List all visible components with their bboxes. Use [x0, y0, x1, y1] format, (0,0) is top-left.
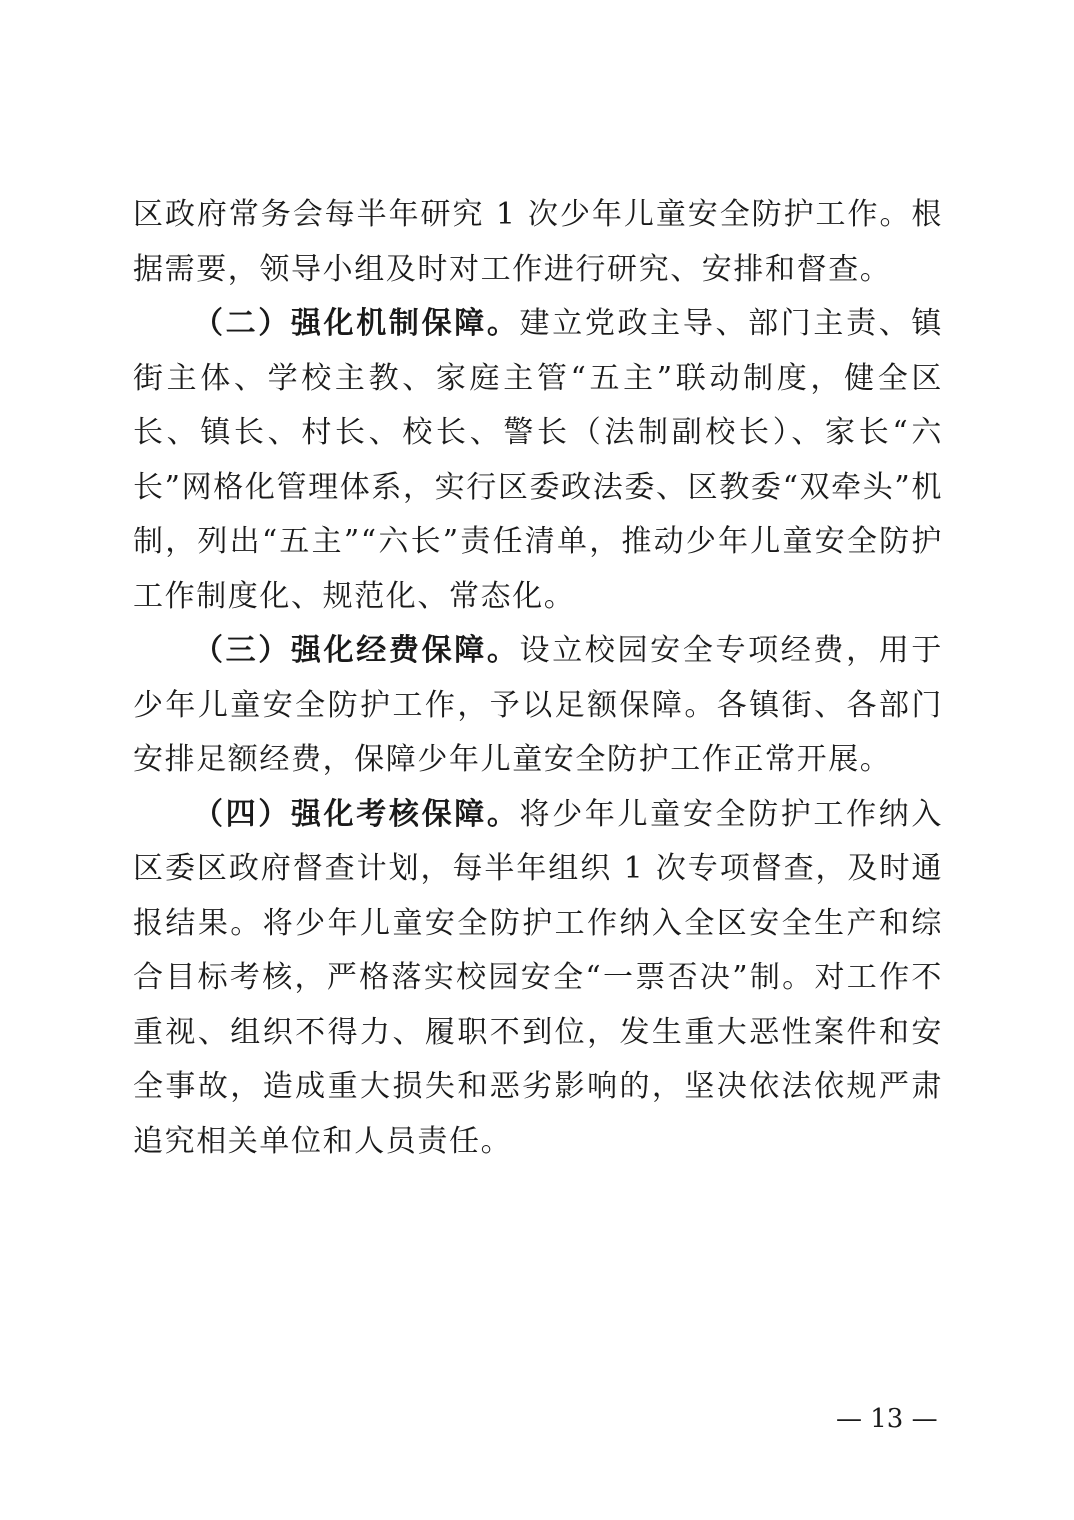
paragraph-continuation: [133, 188, 943, 297]
paragraph-mechanism-guarantee: [133, 297, 943, 624]
section-heading: （四）强化考核保障。: [193, 796, 520, 832]
paragraph-funding-guarantee: [133, 624, 943, 788]
paragraph-assessment-guarantee: [133, 788, 943, 1170]
page-number: — 13 —: [836, 1404, 938, 1434]
paragraph-text: 区政府常务会每半年研究 1 次少年儿童安全防护工作。根据需要，领导小组及时对工作进行研究、安排和督查。: [133, 197, 943, 287]
section-heading: （二）强化机制保障。: [193, 306, 520, 341]
section-heading: （三）强化经费保障。: [193, 633, 520, 668]
paragraph-text: 建立党政主导、部门主责、镇街主体、学校主教、家庭主管“五主”联动制度，健全区长、镇长、村长、校长、警长（法制副校长）、家长“六长”网格化管理体系，实行区委政法委、区教委“双牵头”机制，列出“五主”“六长”责任清单，推动少年儿童安全防护工作制度化、规范化、常态化。: [133, 306, 943, 614]
document-body: [133, 188, 943, 1169]
paragraph-text: 设立校园安全专项经费，用于少年儿童安全防护工作，予以足额保障。各镇街、各部门安排足额经费，保障少年儿童安全防护工作正常开展。: [133, 633, 943, 777]
paragraph-text: 将少年儿童安全防护工作纳入区委区政府督查计划，每半年组织 1 次专项督查，及时通报结果。将少年儿童安全防护工作纳入全区安全生产和综合目标考核，严格落实校园安全“一票否决”制。对工作不重视、组织不得力、履职不到位，发生重大恶性案件和安全事故，造成重大损失和恶劣影响的，坚决依法依规严肃追究相关单位和人员责任。: [133, 796, 943, 1159]
